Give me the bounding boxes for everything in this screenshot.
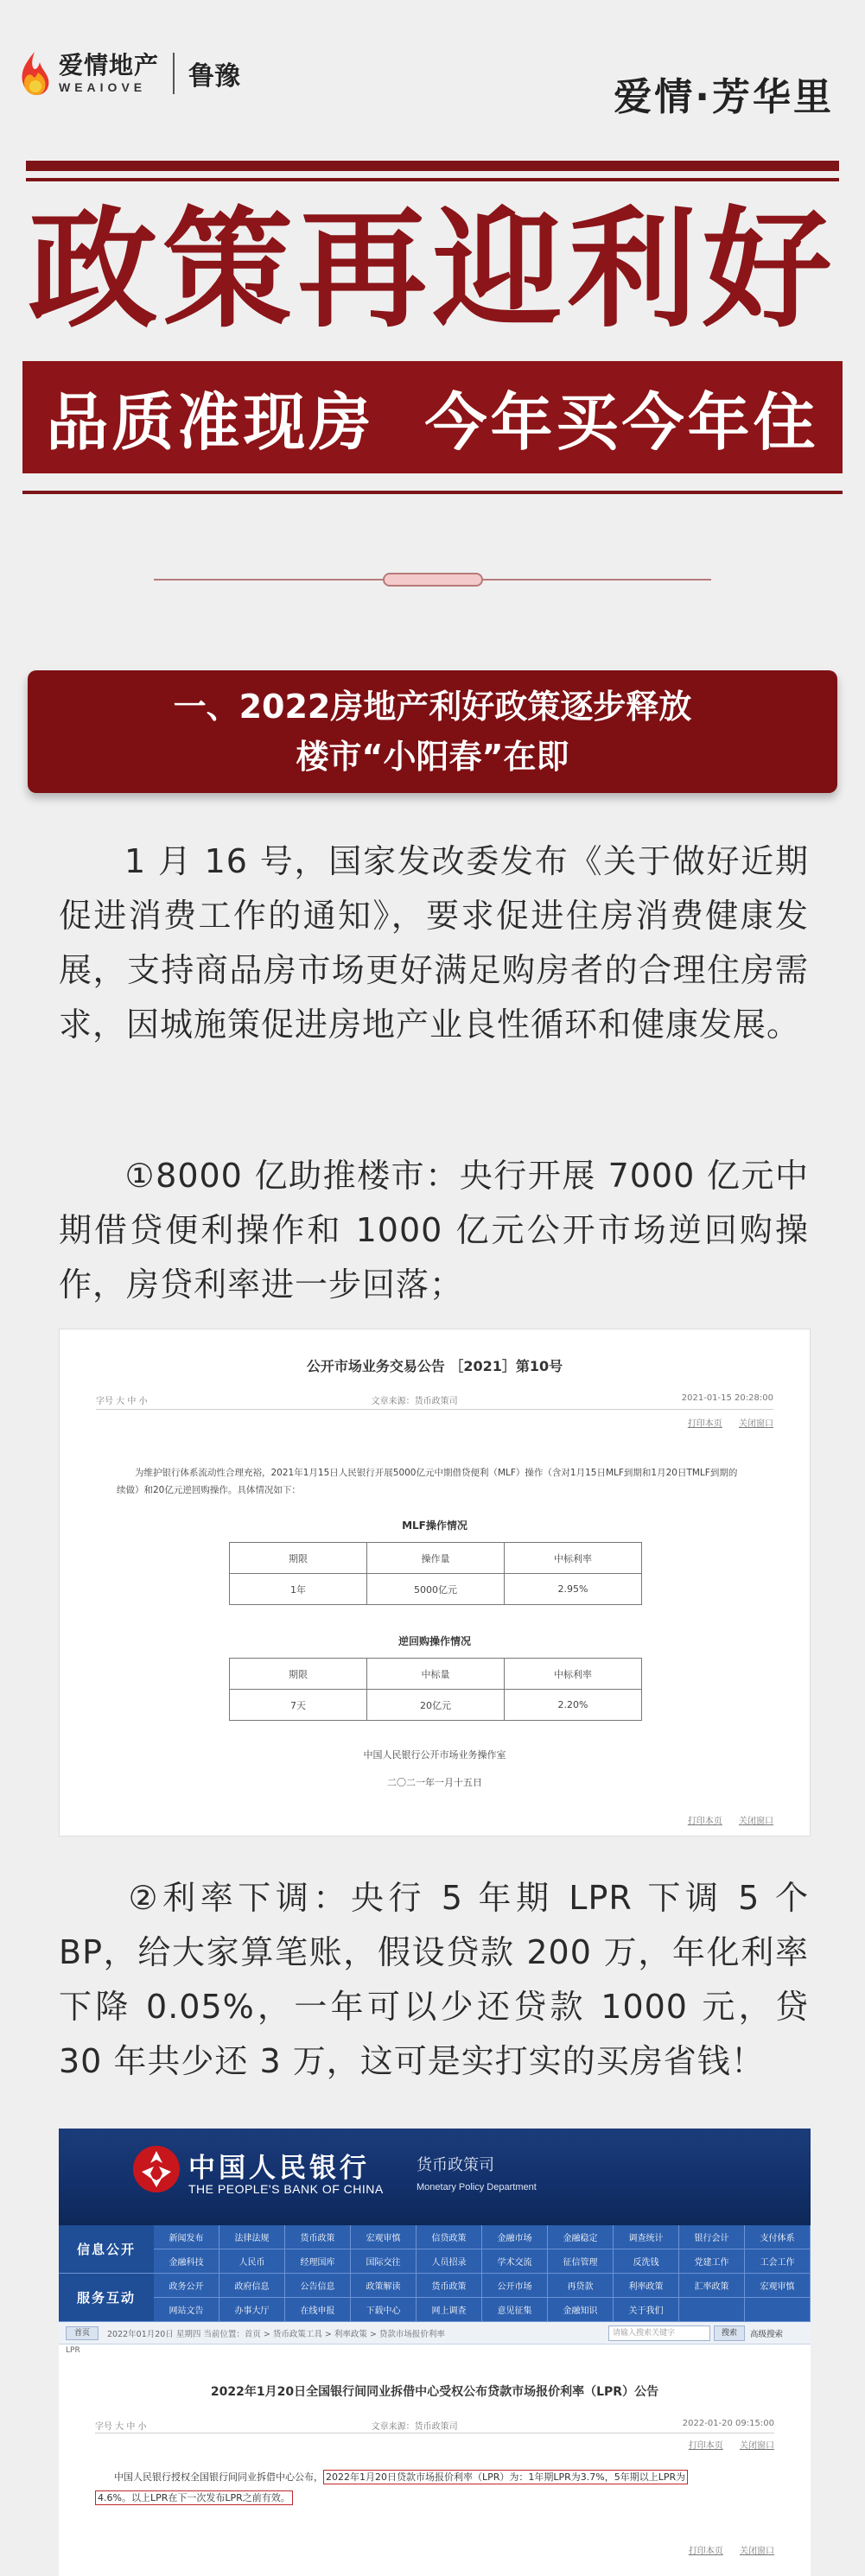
breadcrumb: 2022年01月20日 星期四 当前位置：首页 > 货币政策工具 > 利率政策 > 贷款市场报价利率: [107, 2330, 445, 2339]
nav-section-service[interactable]: 服务互动: [59, 2274, 154, 2322]
table-row: [230, 1659, 642, 1690]
table-cell: 中标利率: [505, 1659, 642, 1690]
page-actions: [675, 2438, 774, 2451]
nav-item[interactable]: 国际交往: [351, 2249, 417, 2274]
table-cell: 操作量: [367, 1543, 505, 1574]
pboc-lpr-announcement-image: [59, 2129, 811, 2576]
nav-item[interactable]: 宏观审慎: [745, 2274, 811, 2298]
signature-date: 二〇二一年一月十五日: [387, 1777, 482, 1788]
logo-divider: [173, 53, 175, 94]
nav-item[interactable]: 金融市场: [482, 2225, 548, 2249]
nav-item[interactable]: [679, 2298, 745, 2322]
nav-item[interactable]: 办事大厅: [219, 2298, 285, 2322]
nav-item[interactable]: 信贷政策: [417, 2225, 482, 2249]
open-market-announcement-image: [59, 1329, 811, 1837]
announcement-meta: [95, 2419, 774, 2432]
table-cell: 20亿元: [367, 1690, 505, 1721]
table-row: [230, 1574, 642, 1605]
nav-item[interactable]: 意见征集: [482, 2298, 548, 2322]
meta-divider: [96, 1409, 773, 1410]
page-actions: [674, 1416, 773, 1429]
print-link: 打印本页: [687, 1419, 722, 1429]
advanced-search-link[interactable]: 高级搜索: [750, 2330, 784, 2339]
mlf-caption: MLF操作情况: [402, 1520, 467, 1532]
nav-item[interactable]: 汇率政策: [679, 2274, 745, 2298]
nav-item[interactable]: 网上调查: [417, 2298, 482, 2322]
brand-logo: [17, 50, 240, 97]
hero-rule-bottom: [22, 491, 843, 494]
pboc-toolbar: [59, 2322, 811, 2344]
repo-caption: 逆回购操作情况: [398, 1635, 471, 1647]
hero-rule-thin: [26, 178, 839, 181]
page-header: [0, 0, 865, 138]
signature-office: 中国人民银行公开市场业务操作室: [363, 1749, 506, 1761]
nav-item[interactable]: 金融科技: [154, 2249, 219, 2274]
mlf-table: [229, 1542, 642, 1605]
paragraph-text: ①8000 亿助推楼市：央行开展 7000 亿元中期借贷便利操作和 1000 亿元公开市场逆回购操作，房贷利率进一步回落；: [59, 1157, 809, 1304]
close-link: 关闭窗口: [739, 1419, 773, 1429]
nav-item[interactable]: 金融知识: [548, 2298, 614, 2322]
page-actions-bottom: [674, 1813, 773, 1826]
announcement-meta: [96, 1393, 773, 1406]
nav-item[interactable]: 学术交流: [482, 2249, 548, 2274]
nav-item[interactable]: 调查统计: [614, 2225, 679, 2249]
publish-time: 2022-01-20 09:15:00: [682, 2419, 774, 2428]
breadcrumb-tail: LPR: [66, 2346, 80, 2355]
search-input[interactable]: 请输入搜索关键字: [608, 2325, 710, 2341]
paragraph-rate-cut: [59, 1871, 809, 2089]
table-row: [230, 1543, 642, 1574]
department-name-en: Monetary Policy Department: [417, 2182, 537, 2192]
department-name: 货币政策司: [417, 2156, 494, 2174]
home-button[interactable]: 首页: [66, 2326, 99, 2340]
section-heading-line2: 楼市“小阳春”在即: [296, 738, 569, 776]
print-link: 打印本页: [688, 2547, 723, 2556]
lpr-announcement-title: 2022年1月20日全国银行间同业拆借中心受权公布贷款市场报价利率（LPR）公告: [210, 2385, 659, 2399]
nav-item[interactable]: 党建工作: [679, 2249, 745, 2274]
nav-item[interactable]: 工会工作: [745, 2249, 811, 2274]
nav-item[interactable]: 银行会计: [679, 2225, 745, 2249]
print-link: 打印本页: [687, 1817, 722, 1826]
brand-region: 鲁豫: [188, 61, 241, 92]
nav-item[interactable]: 关于我们: [614, 2298, 679, 2322]
paragraph-text: 1 月 16 号，国家发改委发布《关于做好近期促进消费工作的通知》，要求促进住房消费健康发展，支持商品房市场更好满足购房者的合理住房需求，因城施策促进房地产业良性循环和健康发展。: [59, 842, 809, 1044]
nav-item[interactable]: 货币政策: [417, 2274, 482, 2298]
nav-item[interactable]: 人民币: [219, 2249, 285, 2274]
nav-item[interactable]: 利率政策: [614, 2274, 679, 2298]
table-cell: 期限: [230, 1659, 367, 1690]
nav-item[interactable]: 再贷款: [548, 2274, 614, 2298]
brand-name-en: WEAIOVE: [59, 80, 147, 94]
nav-item[interactable]: [745, 2298, 811, 2322]
hero-rule-thick: [26, 161, 839, 171]
nav-item[interactable]: 下载中心: [351, 2298, 417, 2322]
print-link: 打印本页: [688, 2441, 723, 2451]
pboc-nav: [59, 2225, 811, 2322]
pboc-header: [59, 2129, 811, 2225]
bank-name: 中国人民银行: [188, 2153, 370, 2184]
nav-item[interactable]: 在线申报: [285, 2298, 351, 2322]
article-source: 文章来源：货币政策司: [371, 2422, 458, 2432]
pboc-emblem-icon: [131, 2144, 181, 2194]
nav-item[interactable]: 政务公开: [154, 2274, 219, 2298]
table-cell: 期限: [230, 1543, 367, 1574]
close-link: 关闭窗口: [739, 1817, 773, 1826]
table-cell: 中标量: [367, 1659, 505, 1690]
table-cell: 2.95%: [505, 1574, 642, 1605]
nav-item[interactable]: 支付体系: [745, 2225, 811, 2249]
nav-item[interactable]: 公告信息: [285, 2274, 351, 2298]
table-cell: 2.20%: [505, 1690, 642, 1721]
nav-item[interactable]: 法律法规: [219, 2225, 285, 2249]
close-link: 关闭窗口: [740, 2547, 774, 2556]
flame-logo-icon: [17, 50, 52, 97]
nav-item[interactable]: 征信管理: [548, 2249, 614, 2274]
nav-section-info[interactable]: 信息公开: [59, 2225, 154, 2274]
project-name: 爱情·芳华里: [614, 75, 834, 119]
brand-name: 爱情地产: [59, 51, 160, 79]
publish-time: 2021-01-15 20:28:00: [681, 1393, 773, 1403]
nav-item[interactable]: 人员招录: [417, 2249, 482, 2274]
page-actions-bottom: [675, 2543, 774, 2556]
table-cell: 5000亿元: [367, 1574, 505, 1605]
hero-title: 政策再迎利好: [28, 194, 837, 346]
nav-item[interactable]: 政府信息: [219, 2274, 285, 2298]
hero-subtitle-box: [22, 361, 843, 473]
paragraph-8000-billion: [59, 1149, 809, 1312]
nav-item[interactable]: 公开市场: [482, 2274, 548, 2298]
nav-item[interactable]: 经理国库: [285, 2249, 351, 2274]
search-button[interactable]: 搜索: [714, 2325, 745, 2341]
close-link: 关闭窗口: [740, 2441, 774, 2451]
body-text: 中国人民银行授权全国银行间同业拆借中心公布，: [114, 2471, 323, 2483]
nav-item[interactable]: 新闻发布: [154, 2225, 219, 2249]
table-row: [230, 1690, 642, 1721]
section-heading-line1: 一、2022房地产利好政策逐步释放: [173, 688, 692, 726]
announcement-title: 公开市场业务交易公告 ［2021］第10号: [306, 1358, 563, 1374]
section-heading: [28, 670, 837, 793]
nav-item[interactable]: 网站文告: [154, 2298, 219, 2322]
table-cell: 1年: [230, 1574, 367, 1605]
ornament-pill: [383, 573, 483, 587]
nav-item[interactable]: 金融稳定: [548, 2225, 614, 2249]
nav-grid: [154, 2225, 811, 2322]
table-cell: 中标利率: [505, 1543, 642, 1574]
paragraph-policy-notice: [59, 834, 809, 1052]
lpr-announcement-body: [95, 2467, 774, 2509]
highlighted-rate-text: 2022年1月20日贷款市场报价利率（LPR）为：1年期LPR为3.7%，5年期以上LPR为: [323, 2470, 688, 2484]
font-size-switch: 字号 大 中 小: [95, 2422, 147, 2432]
bank-name-en: THE PEOPLE'S BANK OF CHINA: [188, 2182, 384, 2196]
font-size-switch: 字号 大 中 小: [96, 1397, 148, 1406]
table-cell: 7天: [230, 1690, 367, 1721]
nav-item[interactable]: 政策解读: [351, 2274, 417, 2298]
repo-table: [229, 1658, 642, 1721]
highlighted-rate-text-2: 4.6%。以上LPR在下一次发布LPR之前有效。: [95, 2490, 293, 2505]
hero-subtitle: 品质准现房 今年买今年住: [46, 385, 819, 459]
announcement-body: 为维护银行体系流动性合理充裕，2021年1月15日人民银行开展5000亿元中期借贷便利（MLF）操作（含对1月15日MLF到期和1月20日TMLF到期的续做）和20亿元逆回购操作。具体情况如下：: [117, 1468, 738, 1495]
paragraph-text: ②利率下调：央行 5 年期 LPR 下调 5 个 BP，给大家算笔账，假设贷款 200 万，年化利率下降 0.05%，一年可以少还贷款 1000 元，贷 30 年共少还 3 万，这可是实打实的买房省钱！: [59, 1879, 809, 2080]
nav-item[interactable]: 货币政策: [285, 2225, 351, 2249]
nav-item[interactable]: 反洗钱: [614, 2249, 679, 2274]
article-source: 文章来源：货币政策司: [371, 1397, 458, 1406]
nav-item[interactable]: 宏观审慎: [351, 2225, 417, 2249]
